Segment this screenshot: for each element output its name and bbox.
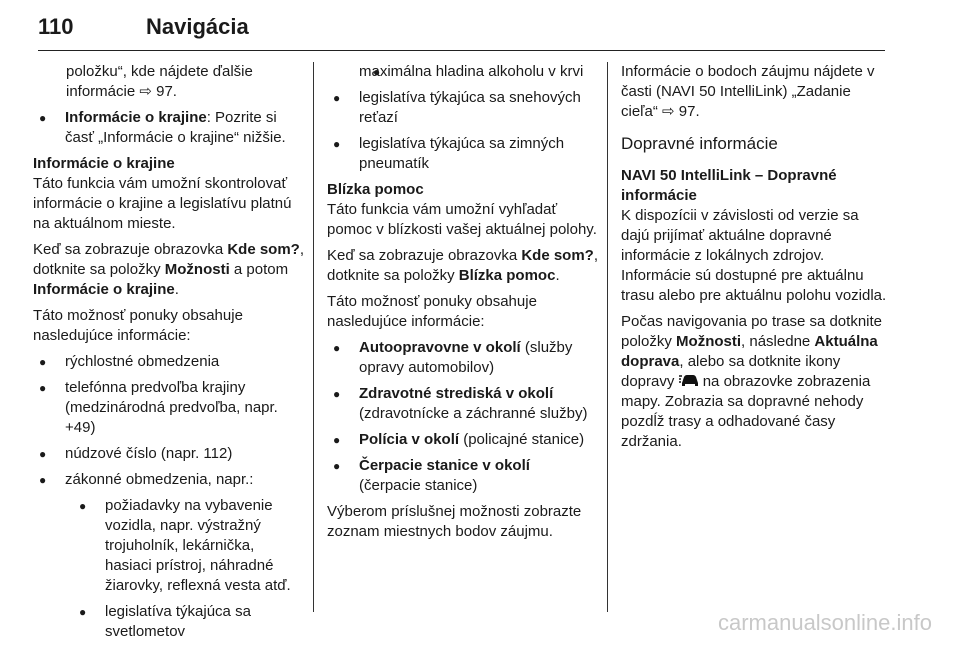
- sub-list-item: ● legislatíva týkajúca sa zimných pneumatík: [327, 134, 599, 174]
- continued-text: položku“, kde nájdete ďalšie: [66, 63, 253, 80]
- column-middle: [327, 62, 599, 548]
- list-item: ● Autoopravovne v okolí (služby opravy automobilov): [327, 338, 599, 378]
- watermark: carmanualsonline.info: [717, 610, 932, 635]
- paragraph: Táto funkcia vám umožní skontrolovať informácie o krajine a legislatívu platnú na aktuálnom mieste.: [33, 175, 292, 232]
- list-item: ● Zdravotné strediská v okolí (zdravotnícke a záchranné služby): [327, 384, 599, 424]
- subsection-heading: NAVI 50 IntelliLink – Dopravné informácie: [621, 167, 837, 204]
- sub-list-item: ● požiadavky na vybavenie vozidla, napr. výstražný trojuholník, lekárnička, hasiaci prístroj, náhradné žiarovky, reflexná vesta atď.: [33, 496, 305, 596]
- paragraph: Táto možnosť ponuky obsahuje nasledujúce informácie:: [33, 307, 243, 344]
- traffic-car-icon: [679, 374, 699, 388]
- section-heading: Informácie o krajine: [33, 155, 175, 172]
- paragraph: K dispozícii v závislosti od verzie sa dajú prijímať aktuálne dopravné informácie z lokálnych zdrojov. Informácie sú dostupné pre aktuálnu trasu alebo pre aktuálnu polohu vozidla.: [621, 207, 887, 304]
- section-heading: Blízka pomoc: [327, 181, 424, 198]
- page-header: [38, 0, 885, 51]
- list-item: ● Polícia v okolí (policajné stanice): [327, 430, 599, 450]
- column-divider: [313, 62, 314, 612]
- sub-list-item: ● maximálna hladina alkoholu v krvi: [327, 62, 599, 82]
- section-heading: Dopravné informácie: [621, 134, 778, 153]
- paragraph: Informácie o bodoch záujmu nájdete v časti (NAVI 50 IntelliLink) „Zadanie cieľa“ ⇨ 97.: [621, 63, 875, 120]
- continued-text: informácie ⇨ 97.: [66, 83, 177, 100]
- page-number: 110: [38, 14, 74, 39]
- list-item: ● Informácie o krajine: Pozrite si časť „Informácie o krajine“ nižšie.: [33, 108, 305, 148]
- paragraph: Keď sa zobrazuje obrazovka Kde som?, dotknite sa položky Blízka pomoc.: [327, 247, 599, 284]
- list-item: ● telefónna predvoľba krajiny (medzinárodná predvoľba, napr. +49): [33, 378, 305, 438]
- list-item: ● núdzové číslo (napr. 112): [33, 444, 305, 464]
- paragraph: Táto možnosť ponuky obsahuje nasledujúce informácie:: [327, 293, 537, 330]
- column-left: [33, 62, 305, 648]
- sub-list-item: ● legislatíva týkajúca sa snehových reťazí: [327, 88, 599, 128]
- paragraph: Keď sa zobrazuje obrazovka Kde som?, dotknite sa položky Možnosti a potom Informácie o krajine.: [33, 241, 305, 298]
- paragraph: Výberom príslušnej možnosti zobrazte zoznam miestnych bodov záujmu.: [327, 503, 582, 540]
- column-right: [621, 62, 887, 458]
- paragraph: Počas navigovania po trase sa dotknite položky Možnosti, následne Aktuálna doprava, alebo sa dotknite ikony dopravy na obrazovke zobrazenia mapy. Zobrazia sa dopravné nehody pozdĺž trasy a odhadované časy zdržania.: [621, 313, 882, 450]
- column-divider: [607, 62, 608, 612]
- sub-list-item: ● legislatíva týkajúca sa svetlometov: [33, 602, 305, 642]
- list-item: ● zákonné obmedzenia, napr.:: [33, 470, 305, 490]
- paragraph: Táto funkcia vám umožní vyhľadať pomoc v blízkosti vašej aktuálnej polohy.: [327, 201, 597, 238]
- list-item: ● Čerpacie stanice v okolí (čerpacie stanice): [327, 456, 599, 496]
- list-item: ● rýchlostné obmedzenia: [33, 352, 305, 372]
- section-title: Navigácia: [146, 14, 249, 39]
